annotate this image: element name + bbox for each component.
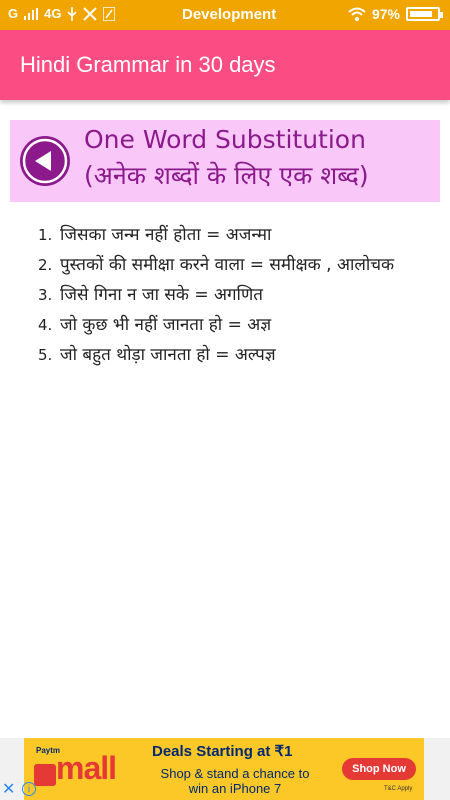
- list-item-text: जिसका जन्म नहीं होता = अजन्मा: [60, 225, 272, 245]
- topic-title-line1: One Word Substitution: [84, 125, 366, 154]
- percent-icon: [103, 7, 115, 21]
- ad-subtext: Shop & stand a chance to win an iPhone 7: [160, 766, 310, 796]
- ad-headline: Deals Starting at ₹1: [152, 743, 293, 760]
- ad-brand-logo: mall: [56, 750, 117, 786]
- topic-title: [84, 122, 369, 194]
- substitution-list: [38, 220, 438, 370]
- tools-icon: [83, 7, 97, 21]
- battery-icon: [406, 7, 440, 21]
- ad-terms: T&C Apply: [384, 786, 413, 792]
- list-item-text: जिसे गिना न जा सके = अगणित: [60, 285, 263, 305]
- list-item: [38, 220, 438, 250]
- list-item-text: पुस्तकों की समीक्षा करने वाला = समीक्षक , आलोचक: [60, 255, 395, 275]
- close-icon[interactable]: ✕: [2, 779, 16, 798]
- topic-header: [10, 120, 440, 202]
- list-item-number: 5.: [38, 346, 53, 364]
- ad-shop-now-button[interactable]: Shop Now: [342, 758, 416, 780]
- app-title: Hindi Grammar in 30 days: [20, 52, 276, 77]
- list-item-number: 4.: [38, 316, 53, 334]
- app-bar: [0, 30, 450, 100]
- shopping-bag-icon: [34, 764, 56, 786]
- ad-brand-small: Paytm: [36, 746, 61, 755]
- list-item-number: 1.: [38, 226, 53, 244]
- wifi-icon: [348, 7, 366, 21]
- list-item: [38, 340, 438, 370]
- info-icon[interactable]: i: [22, 782, 36, 796]
- back-button[interactable]: [20, 136, 70, 186]
- signal-icon: G: [8, 6, 19, 21]
- carrier-label: Development: [182, 6, 277, 23]
- status-left: [8, 6, 115, 21]
- ad-banner[interactable]: [0, 738, 450, 800]
- signal-bars-icon: [24, 8, 38, 20]
- topic-title-line2: (अनेक शब्दों के लिए एक शब्द): [84, 161, 369, 190]
- list-item: [38, 250, 438, 280]
- list-item-text: जो कुछ भी नहीं जानता हो = अज्ञ: [60, 315, 272, 335]
- back-arrow-icon: [20, 136, 70, 186]
- battery-percent: 97%: [371, 6, 400, 22]
- list-item: [38, 280, 438, 310]
- ad-content[interactable]: [24, 738, 424, 800]
- list-item-text: जो बहुत थोड़ा जानता हो = अल्पज्ञ: [60, 345, 276, 365]
- usb-icon: [67, 7, 77, 21]
- network-type: 4G: [44, 6, 62, 21]
- list-item-number: 3.: [38, 286, 53, 304]
- status-right: [348, 6, 440, 22]
- list-item: [38, 310, 438, 340]
- status-bar: [0, 0, 450, 30]
- list-item-number: 2.: [38, 256, 53, 274]
